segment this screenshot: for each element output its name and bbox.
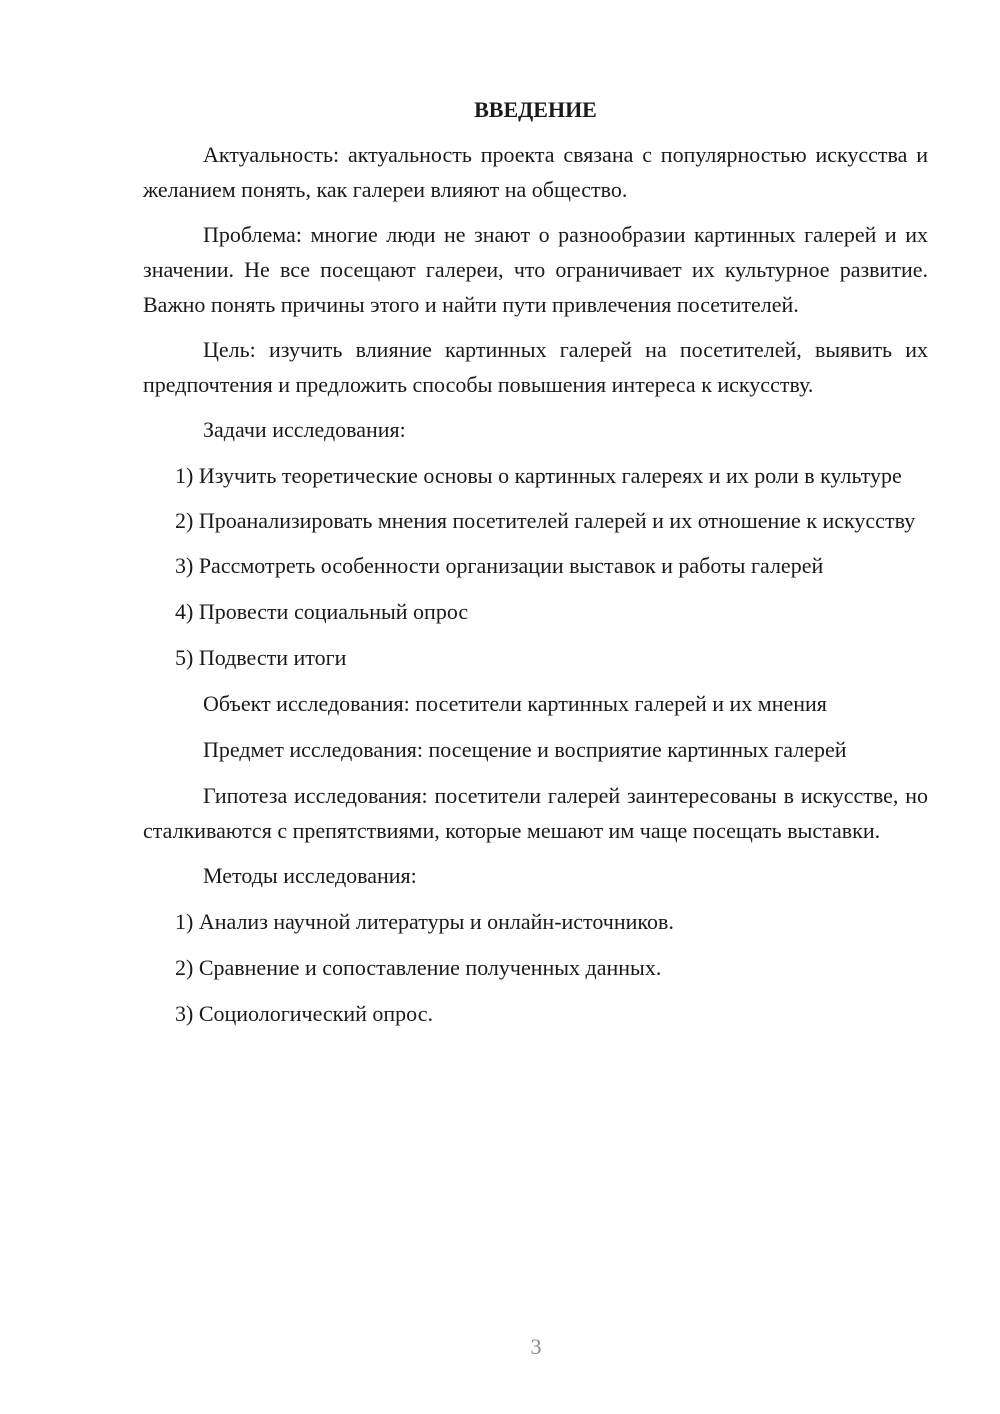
task-item: 1) Изучить теоретические основы о картинных галереях и их роли в культуре [175, 463, 902, 488]
object-paragraph: Объект исследования: посетители картинных галерей и их мнения [203, 691, 827, 716]
subject-paragraph: Предмет исследования: посещение и восприятие картинных галерей [203, 737, 847, 762]
task-item: 3) Рассмотреть особенности организации выставок и работы галерей [175, 553, 824, 578]
task-item: 4) Провести социальный опрос [175, 599, 469, 624]
tasks-heading: Задачи исследования: [203, 417, 406, 442]
task-item: 5) Подвести итоги [175, 645, 347, 670]
method-item: 1) Анализ научной литературы и онлайн-источников. [175, 909, 674, 934]
method-item: 3) Социологический опрос. [175, 1001, 433, 1026]
methods-heading: Методы исследования: [203, 863, 417, 888]
problem-paragraph: Проблема: многие люди не знают о разнообразии картинных галерей и их значении. Не все посещают галереи, что ограничивает их культурное развитие. Важно понять причины этого и найти пути привлечения посетителей. [143, 222, 928, 317]
task-item: 2) Проанализировать мнения посетителей галерей и их отношение к искусству [175, 508, 916, 533]
page-number: 3 [530, 1334, 542, 1359]
relevance-paragraph: Актуальность: актуальность проекта связана с популярностью искусства и желанием понять, как галереи влияют на общество. [143, 142, 928, 202]
document-body [143, 92, 928, 1042]
hypothesis-paragraph: Гипотеза исследования: посетители галерей заинтересованы в искусстве, но сталкиваются с препятствиями, которые мешают им чаще посещать выставки. [143, 783, 928, 843]
section-title: ВВЕДЕНИЕ [474, 97, 597, 122]
method-item: 2) Сравнение и сопоставление полученных данных. [175, 955, 662, 980]
goal-paragraph: Цель: изучить влияние картинных галерей на посетителей, выявить их предпочтения и предложить способы повышения интереса к искусству. [143, 337, 928, 397]
